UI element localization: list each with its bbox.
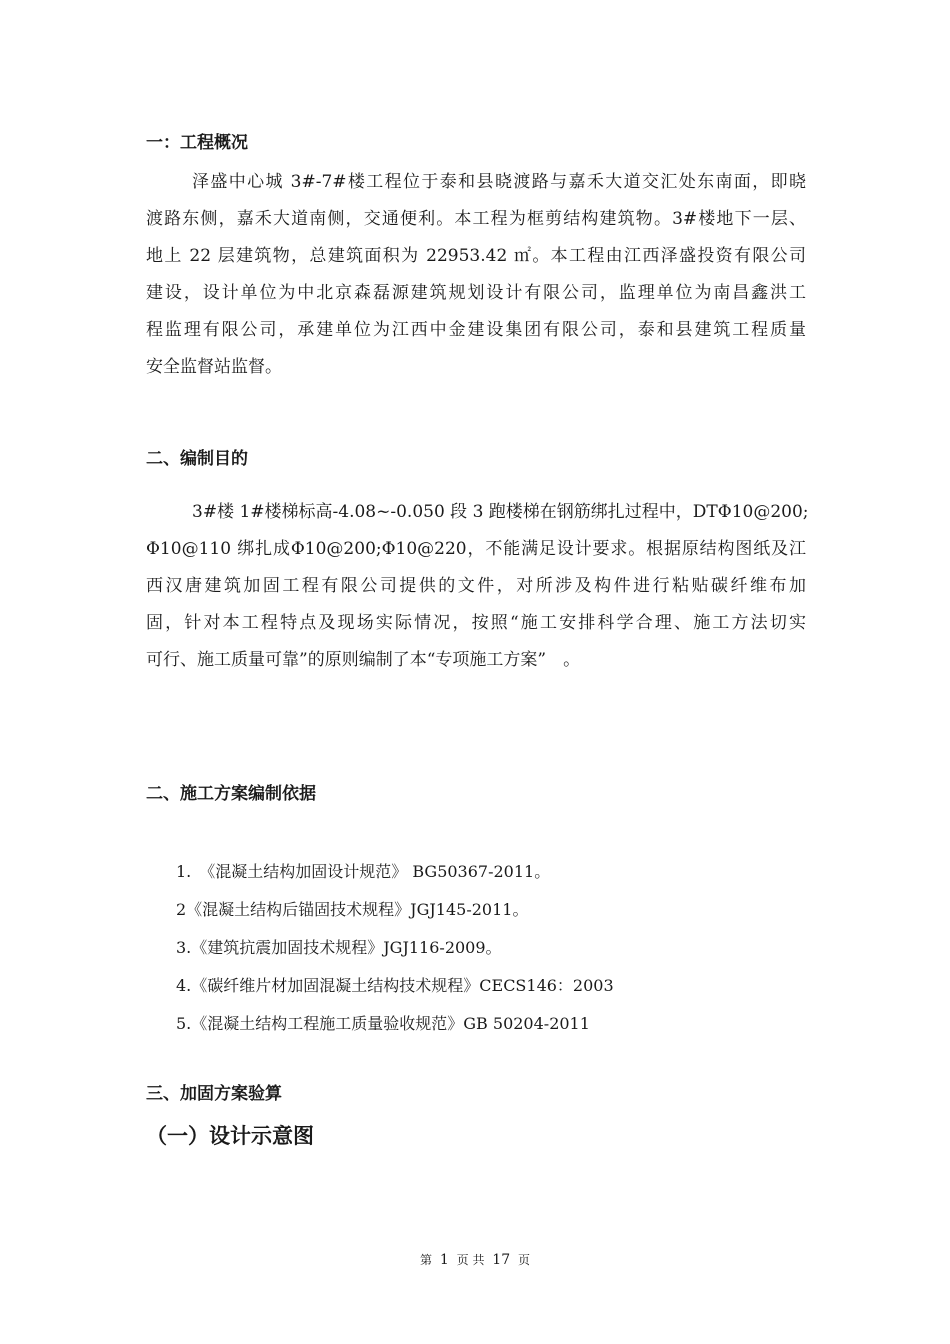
section-heading-purpose: 二、编制目的 [146, 449, 248, 469]
list-item: 2《混凝土结构后锚固技术规程》JGJ145-2011。 [176, 900, 529, 919]
paragraph-line: 渡路东侧，嘉禾大道南侧，交通便利。本工程为框剪结构建筑物。3#楼地下一层、 [146, 209, 806, 229]
footer-prefix: 第 [420, 1253, 433, 1267]
paragraph-line: 3#楼 1#楼梯标高-4.08~-0.050 段 3 跑楼梯在钢筋绑扎过程中，DTΦ10@200; [192, 502, 809, 522]
reference-list [176, 853, 614, 1043]
footer-suffix: 页 [517, 1253, 530, 1267]
paragraph-line: Φ10@110 绑扎成Φ10@200;Φ10@220，不能满足设计要求。根据原结构图纸及江 [146, 539, 806, 559]
subheading-design-diagram: （一）设计示意图 [146, 1123, 314, 1148]
purpose-paragraph [146, 494, 809, 679]
footer-middle: 页 共 [456, 1253, 485, 1267]
paragraph-line: 建设，设计单位为中北京森磊源建筑规划设计有限公司，监理单位为南昌鑫洪工 [146, 283, 806, 303]
paragraph-line: 固，针对本工程特点及现场实际情况，按照“施工安排科学合理、施工方法切实 [146, 613, 806, 633]
paragraph-line: 程监理有限公司，承建单位为江西中金建设集团有限公司，泰和县建筑工程质量 [146, 320, 806, 340]
list-item: 4.《碳纤维片材加固混凝土结构技术规程》CECS146：2003 [176, 976, 614, 995]
page-number: 1 [439, 1252, 449, 1268]
paragraph-line: 西汉唐建筑加固工程有限公司提供的文件，对所涉及构件进行粘贴碳纤维布加 [146, 576, 806, 596]
paragraph-line: 可行、施工质量可靠”的原则编制了本“专项施工方案” 。 [146, 650, 581, 670]
paragraph-line: 安全监督站监督。 [146, 357, 282, 377]
total-pages: 17 [492, 1252, 511, 1268]
section-heading-verification: 三、加固方案验算 [146, 1084, 282, 1104]
overview-paragraph [146, 164, 806, 386]
list-item: 3.《建筑抗震加固技术规程》JGJ116-2009。 [176, 938, 502, 957]
list-item: 5.《混凝土结构工程施工质量验收规范》GB 50204-2011 [176, 1014, 590, 1033]
section-heading-basis: 二、施工方案编制依据 [146, 784, 316, 804]
paragraph-line: 泽盛中心城 3#-7#楼工程位于泰和县晓渡路与嘉禾大道交汇处东南面，即晓 [192, 172, 806, 192]
paragraph-line: 地上 22 层建筑物，总建筑面积为 22953.42 ㎡。本工程由江西泽盛投资有限公司 [146, 246, 806, 266]
page-footer [0, 1251, 950, 1269]
section-heading-overview: 一：工程概况 [146, 133, 248, 153]
list-item: 1. 《混凝土结构加固设计规范》 BG50367-2011。 [176, 862, 551, 881]
